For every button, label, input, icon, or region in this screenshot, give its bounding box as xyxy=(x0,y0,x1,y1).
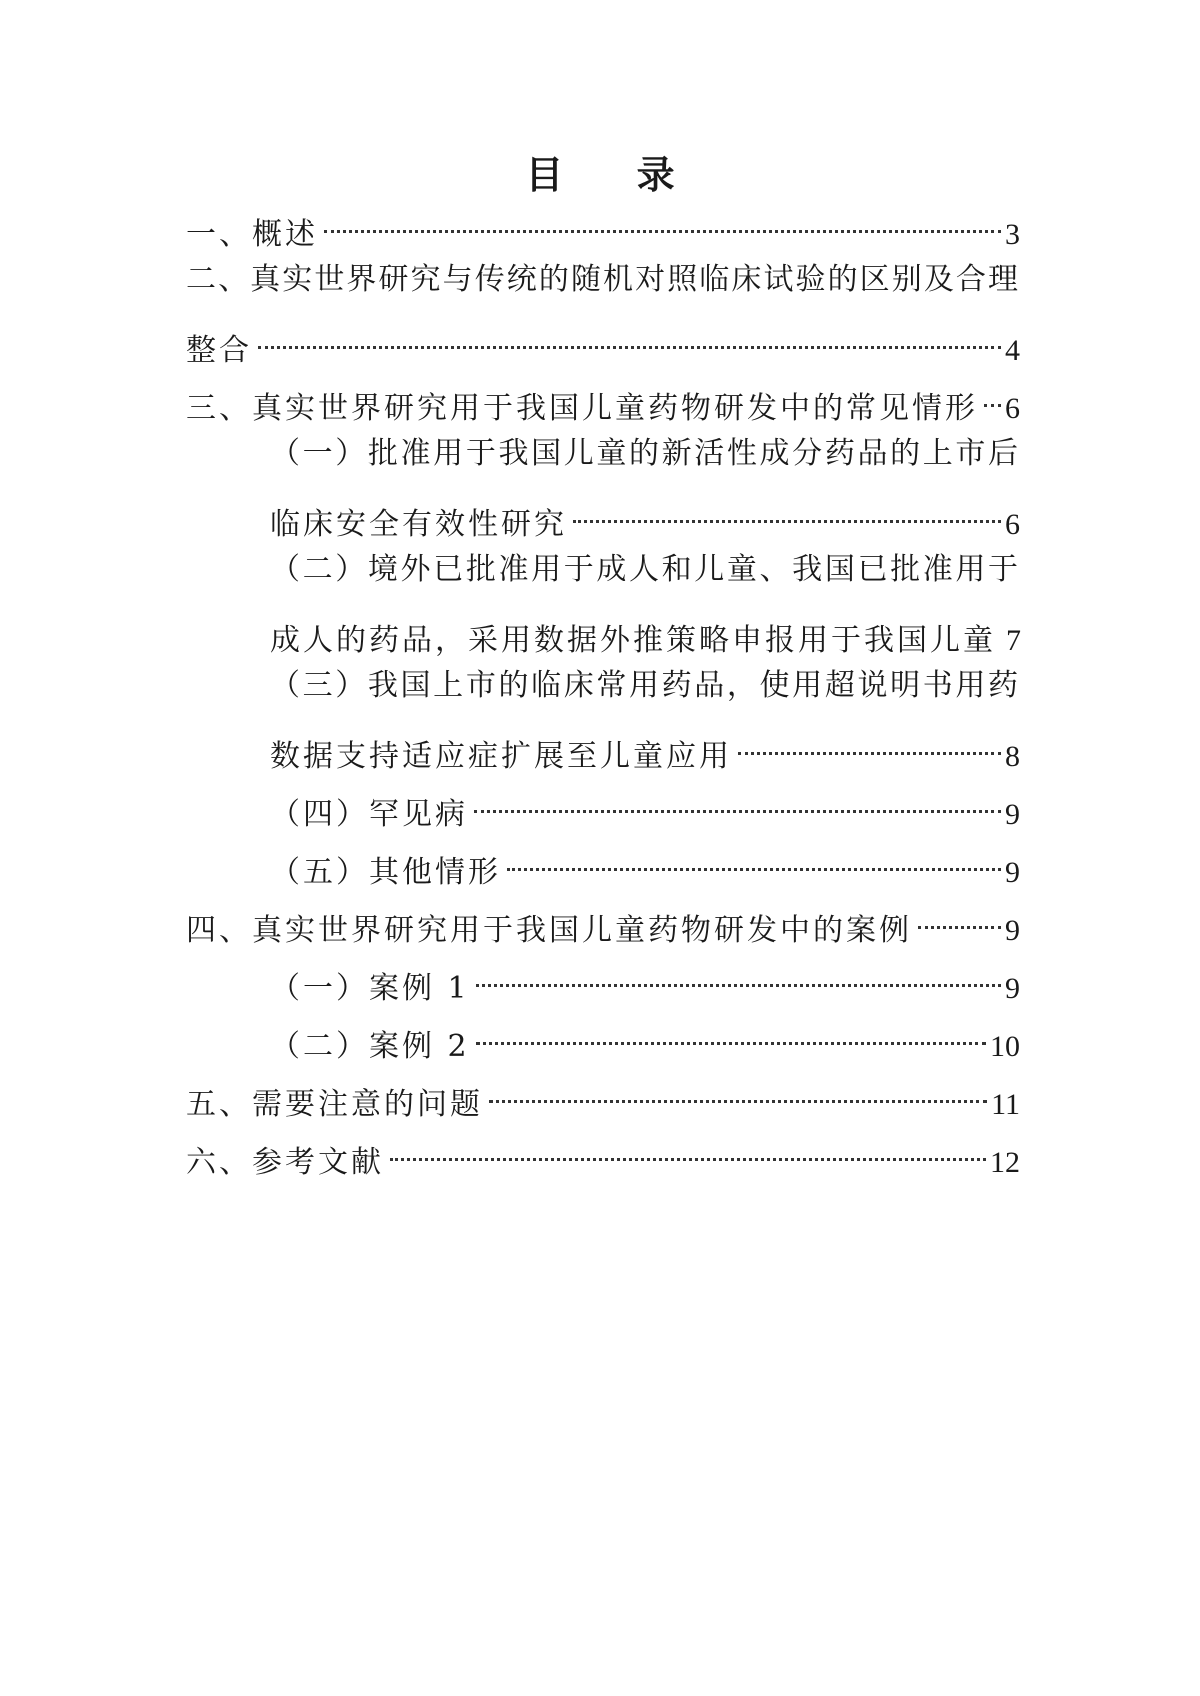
toc-entry-line[interactable] xyxy=(186,258,1020,302)
toc-entry-text: 三、真实世界研究用于我国儿童药物研发中的常见情形 xyxy=(186,391,978,426)
toc-entry-line[interactable] xyxy=(270,548,1020,592)
dot-leader xyxy=(474,780,1001,824)
dot-leader xyxy=(507,838,1001,882)
toc-entry-text: 四、真实世界研究用于我国儿童药物研发中的案例 xyxy=(186,913,912,948)
toc-page-number: 6 xyxy=(1005,508,1020,541)
toc-entry-text: 数据支持适应症扩展至儿童应用 xyxy=(270,739,732,774)
toc-entry-text: （三）我国上市的临床常用药品，使用超说明书用药 xyxy=(270,668,1020,703)
toc-entry-text: （二）境外已批准用于成人和儿童、我国已批准用于 xyxy=(270,552,1020,587)
toc-page-number: 6 xyxy=(1005,392,1020,425)
dot-leader xyxy=(324,200,1001,244)
toc-page-number: 9 xyxy=(1005,914,1020,947)
dot-leader xyxy=(573,490,1001,534)
toc-page-number: 11 xyxy=(991,1088,1020,1121)
toc-entry-rare-disease[interactable] xyxy=(270,780,1020,832)
toc-entry-scenario-1[interactable] xyxy=(270,490,1020,542)
toc-entry-text: 成人的药品，采用数据外推策略申报用于我国儿童 xyxy=(270,623,996,658)
toc-entry-overview[interactable] xyxy=(186,200,1020,252)
toc-entry-cases[interactable] xyxy=(186,896,1020,948)
dot-leader xyxy=(984,374,1001,418)
toc-page-number: 9 xyxy=(1005,856,1020,889)
toc-entry-text: 一、概述 xyxy=(186,217,318,252)
toc-page-number: 4 xyxy=(1005,334,1020,367)
toc-entry-text: 二、真实世界研究与传统的随机对照临床试验的区别及合理 xyxy=(186,262,1020,297)
toc-entry-text: 五、需要注意的问题 xyxy=(186,1087,483,1122)
toc-page-number: 7 xyxy=(1006,624,1021,657)
toc-entry-other[interactable] xyxy=(270,838,1020,890)
toc-page-number: 8 xyxy=(1005,740,1020,773)
toc-page-number: 12 xyxy=(990,1146,1020,1179)
toc-page-number: 9 xyxy=(1005,972,1020,1005)
toc-entry-line[interactable] xyxy=(270,432,1020,476)
toc-entry-text: （一）案例 1 xyxy=(270,971,470,1006)
toc-entry-text: （五）其他情形 xyxy=(270,855,501,890)
toc-entry-text: 整合 xyxy=(186,333,252,368)
dot-leader xyxy=(476,954,1001,998)
toc-entry-text: 六、参考文献 xyxy=(186,1145,384,1180)
toc-entry-text: （二）案例 2 xyxy=(270,1029,470,1064)
toc-entry-text: 临床安全有效性研究 xyxy=(270,507,567,542)
dot-leader xyxy=(258,316,1001,360)
toc-entry-common-scenarios[interactable] xyxy=(186,374,1020,426)
toc-entry-scenario-2[interactable] xyxy=(270,606,1021,658)
toc-page-number: 10 xyxy=(990,1030,1020,1063)
toc-entry-text: （一）批准用于我国儿童的新活性成分药品的上市后 xyxy=(270,436,1020,471)
toc-entry-references[interactable] xyxy=(186,1128,1020,1180)
toc-entry-scenario-3[interactable] xyxy=(270,722,1020,774)
toc-entry-case-2[interactable] xyxy=(270,1012,1020,1064)
dot-leader xyxy=(918,896,1001,940)
page-title: 目 录 xyxy=(525,152,705,197)
dot-leader xyxy=(390,1128,986,1172)
toc-entry-case-1[interactable] xyxy=(270,954,1020,1006)
dot-leader xyxy=(738,722,1001,766)
toc-entry-rwr-vs-rct[interactable] xyxy=(186,316,1020,368)
toc-page-number: 3 xyxy=(1005,218,1020,251)
toc-entry-text: （四）罕见病 xyxy=(270,797,468,832)
toc-entry-line[interactable] xyxy=(270,664,1020,708)
dot-leader xyxy=(489,1070,987,1114)
toc-page-number: 9 xyxy=(1005,798,1020,831)
toc-entry-notes[interactable] xyxy=(186,1070,1020,1122)
dot-leader xyxy=(476,1012,986,1056)
